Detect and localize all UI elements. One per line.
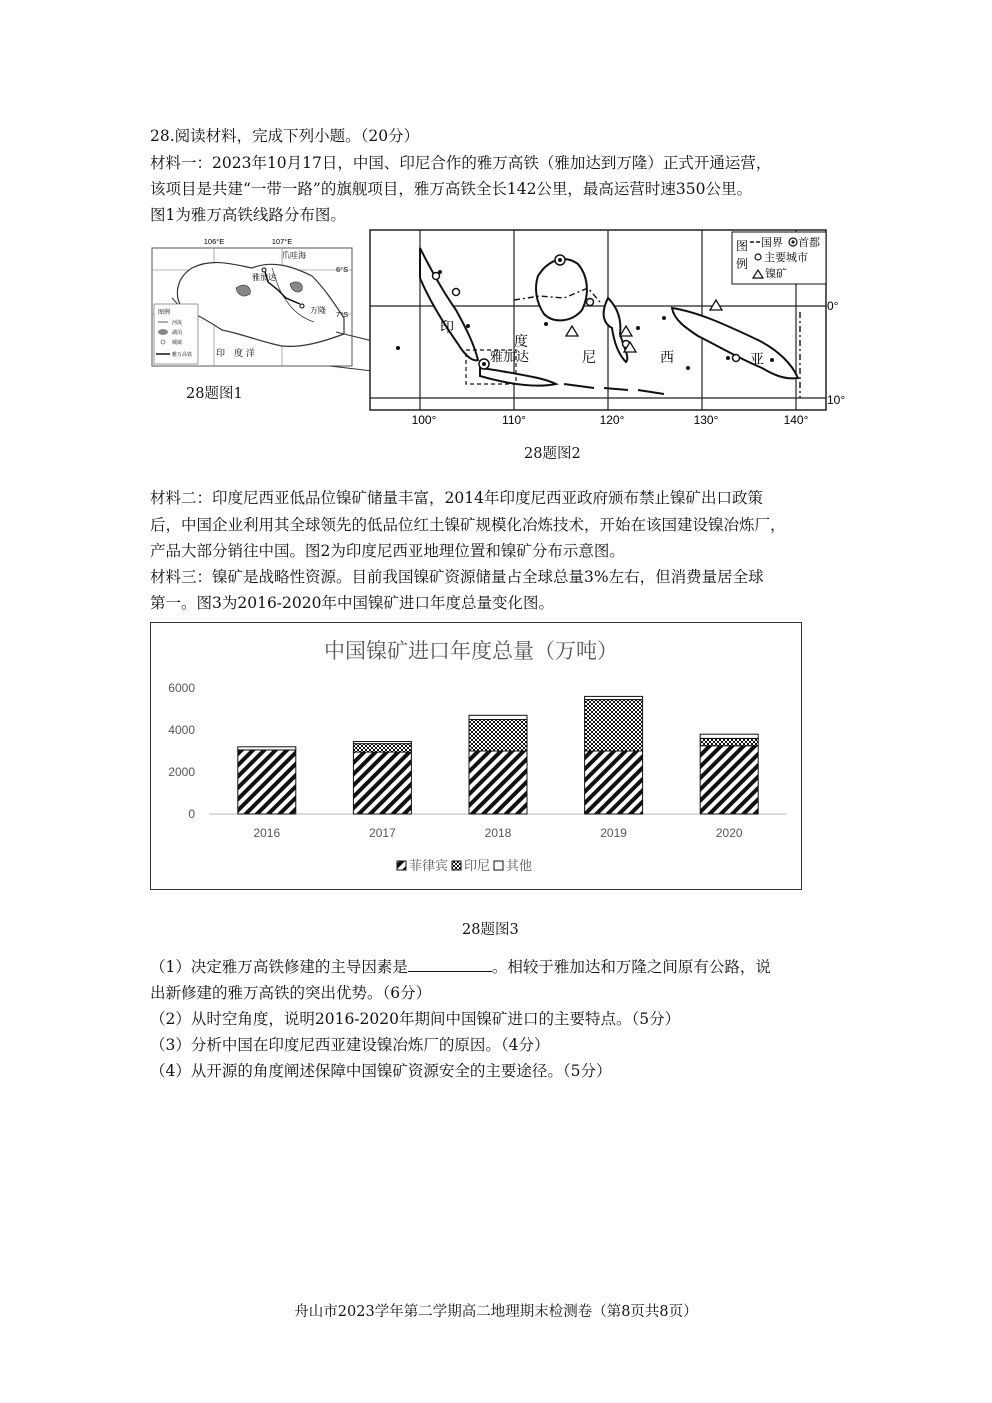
chart-y-tick-label: 4000 [168,723,195,737]
answer-blank[interactable] [408,957,492,972]
material-2-line-3: 产品大部分销往中国。图2为印度尼西亚地理位置和镍矿分布示意图。 [150,542,625,560]
fig1-sea-label: 爪哇海 [282,251,306,260]
material-1-line-1: 材料一：2023年10月17日，中国、印尼合作的雅万高铁（雅加达到万隆）正式开通运营， [150,154,772,172]
chart-bar-segment [585,696,643,699]
chart-legend-swatch [452,861,461,870]
chart-x-tick-label: 2018 [484,826,512,840]
question-title: 28.阅读材料，完成下列小题。（20分） [150,127,420,145]
fig1-lat-6: 6°S [336,265,349,274]
material-1-line-2: 该项目是共建“一带一路”的旗舰项目，雅万高铁全长142公里，最高运营时速350公里。 [150,180,753,198]
fig2-x-tick-130: 130° [693,413,719,427]
chart-legend-label: 印尼 [464,859,491,874]
chart-bar-segment [353,742,411,744]
chart-y-tick-label: 0 [188,807,195,821]
fig1-lon-106: 106°E [203,237,225,246]
fig2-label-xi: 西 [660,350,674,366]
material-3-line-2: 第一。图3为2016-2020年中国镍矿进口年度总量变化图。 [150,594,554,612]
chart-y-tick-label: 2000 [168,765,195,779]
question-1-part-b: 。相较于雅加达和万隆之间原有公路，说 [491,958,771,976]
material-2-line-1: 材料二：印度尼西亚低品位镍矿储量丰富，2014年印度尼西亚政府颁布禁止镍矿出口政策 [150,489,763,507]
figure-3-chart-frame [150,622,802,890]
fig2-label-ya: 亚 [750,352,764,368]
chart-legend-label: 菲律宾 [409,859,449,874]
fig2-y-tick-10: 10° [827,393,846,407]
chart-bar-segment [353,744,411,752]
fig1-legend-title: 图例 [158,309,171,316]
chart-legend-swatch [397,861,406,870]
material-2-line-2: 后，中国企业利用其全球领先的低品位红土镍矿规模化冶炼技术，开始在该国建设镍冶炼厂， [150,516,786,534]
chart-x-tick-label: 2017 [369,826,396,840]
question-1-line-2: 出新修建的雅万高铁的突出优势。（6分） [150,984,432,1002]
question-1-line-1 [150,956,771,978]
chart-bar-segment [585,751,643,814]
figure-2-map [368,228,846,428]
fig2-label-yin: 印 [440,320,454,336]
figure-3-chart [151,623,801,889]
figure-1-map [152,238,360,374]
chart-x-tick-label: 2020 [715,826,743,840]
question-2: （2）从时空角度，说明2016-2020年期间中国镍矿进口的主要特点。（5分） [150,1010,681,1028]
fig2-legend-capital: 首都 [798,236,820,249]
fig1-legend-lake: 湖泊 [172,330,183,336]
figure-2-caption: 28题图2 [524,446,581,462]
question-3: （3）分析中国在印度尼西亚建设镍冶炼厂的原因。（4分） [150,1036,550,1054]
fig2-x-tick-140: 140° [783,413,809,427]
chart-x-tick-label: 2019 [600,826,627,840]
chart-y-tick-label: 6000 [168,681,195,695]
fig1-legend-river: 河流 [172,320,183,326]
chart-bar-segment [700,734,758,738]
fig2-x-tick-110: 110° [502,413,526,427]
fig1-city-bandung: 万隆 [310,306,326,315]
fig2-legend-city: 主要城市 [764,251,808,264]
fig1-lat-7: 7°S [336,310,349,319]
fig2-x-tick-120: 120° [599,413,625,427]
fig2-x-tick-100: 100° [411,413,437,427]
figure-1-caption: 28题图1 [186,386,243,402]
fig1-ocean-label: 印 度 洋 [216,349,255,359]
fig1-legend-railway: 雅万高铁 [172,352,193,358]
fig2-legend-nickel: 镍矿 [765,267,787,280]
fig2-legend-title-2: 例 [736,257,749,271]
fig2-city-jakarta: 雅加达 [490,350,530,365]
fig1-lon-107: 107°E [271,237,293,246]
material-1-line-3: 图1为雅万高铁线路分布图。 [150,206,346,224]
chart-legend-label: 其他 [506,859,533,874]
chart-bar-segment [353,752,411,814]
fig2-legend-title-1: 图 [736,239,749,253]
fig2-legend-border: 国界 [761,236,783,249]
chart-legend-swatch [494,861,503,870]
chart-bar-segment [700,738,758,745]
fig2-y-tick-0: 0° [827,299,839,313]
chart-bar-segment [238,747,296,750]
chart-bar-segment [238,750,296,814]
chart-x-tick-label: 2016 [253,826,281,840]
fig2-label-du: 度 [514,334,528,350]
figure-3-caption: 28题图3 [462,922,519,938]
chart-bar-segment [469,715,527,719]
chart-bar-segment [469,751,527,814]
chart-title: 中国镍矿进口年度总量（万吨） [324,639,618,663]
question-4: （4）从开源的角度阐述保障中国镍矿资源安全的主要途径。（5分） [150,1062,612,1080]
fig2-label-ni: 尼 [582,350,596,366]
chart-bar-segment [700,746,758,814]
fig1-city-jakarta: 雅加达 [252,273,276,282]
question-1-part-a: （1）决定雅万高铁修建的主导因素是 [150,958,408,976]
fig1-legend-town: 城镇 [172,340,183,346]
page-footer: 舟山市2023学年第二学期高二地理期末检测卷（第8页共8页） [294,1304,698,1320]
chart-bar-segment [585,700,643,751]
chart-bar-segment [469,720,527,752]
material-3-line-1: 材料三：镍矿是战略性资源。目前我国镍矿资源储量占全球总量3%左右，但消费量居全球 [150,568,764,586]
